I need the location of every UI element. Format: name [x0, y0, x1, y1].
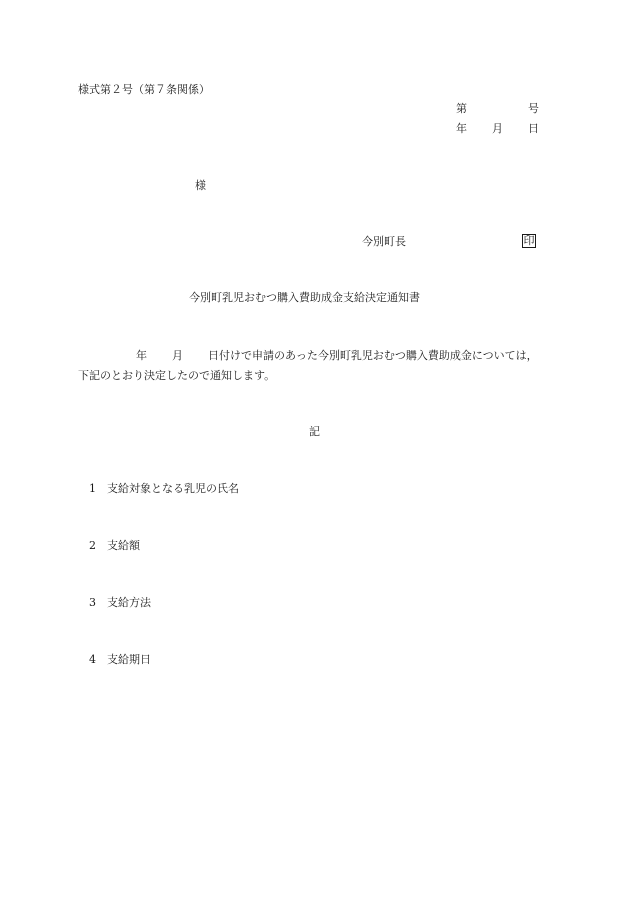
item-number: 1 — [89, 482, 96, 495]
body-month: 月 — [172, 349, 183, 362]
issuer-title: 今別町長 — [362, 235, 406, 248]
body-line-1: 日付けで申請のあった今別町乳児おむつ購入費助成金については， — [208, 349, 538, 362]
ki-heading: 記 — [309, 425, 320, 438]
date-year: 年 — [456, 122, 467, 135]
item-label: 支給額 — [107, 539, 140, 552]
item-label: 支給期日 — [107, 653, 151, 666]
addressee-suffix: 様 — [195, 179, 206, 192]
item-label: 支給方法 — [107, 596, 151, 609]
body-line-2: 下記のとおり決定したので通知します。 — [78, 369, 276, 382]
seal-mark: 印 — [523, 234, 535, 247]
document-title: 今別町乳児おむつ購入費助成金支給決定通知書 — [189, 291, 420, 304]
item-number: 4 — [89, 653, 96, 666]
item-number: 2 — [89, 539, 96, 552]
form-label: 様式第２号（第７条関係） — [78, 83, 210, 96]
document-number-suffix: 号 — [528, 102, 539, 115]
item-label: 支給対象となる乳児の氏名 — [107, 482, 239, 495]
body-year: 年 — [136, 349, 147, 362]
document-number-prefix: 第 — [456, 102, 467, 115]
item-number: 3 — [89, 596, 96, 609]
date-month: 月 — [492, 122, 503, 135]
date-day: 日 — [528, 122, 539, 135]
